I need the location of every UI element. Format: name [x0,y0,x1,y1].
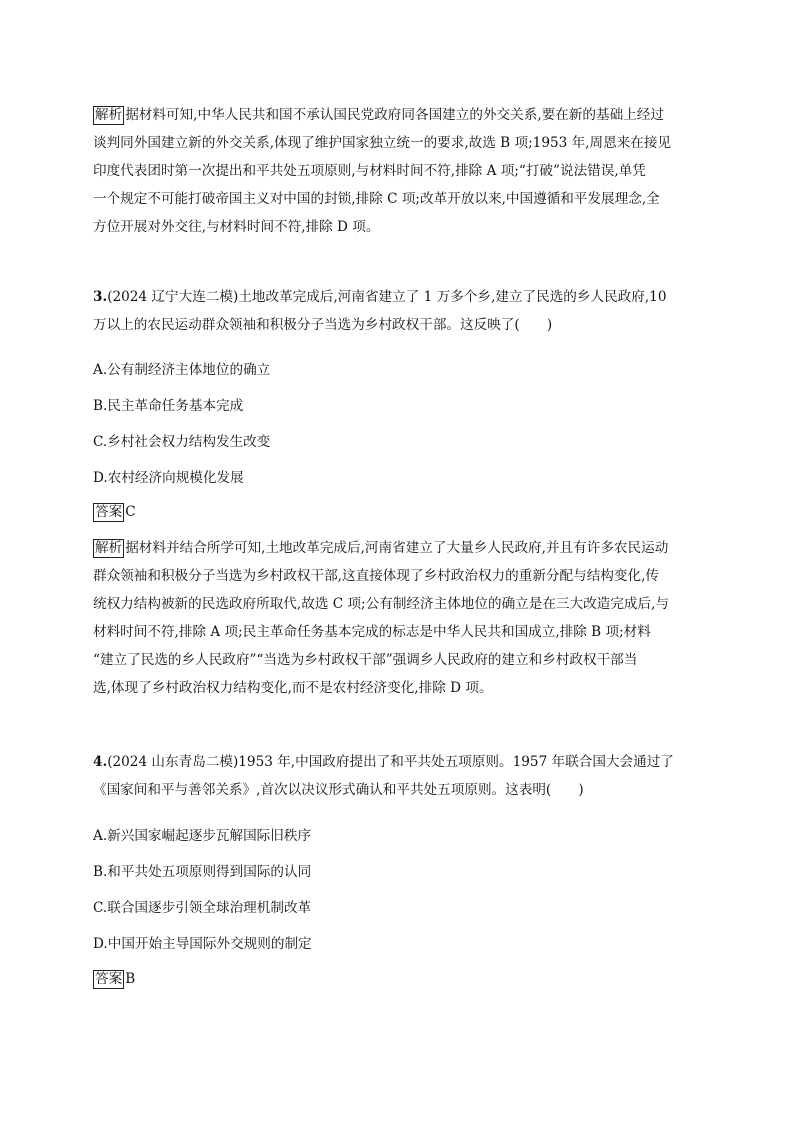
analysis-line: 统权力结构被新的民选政府所取代,故选 C 项;公有制经济主体地位的确立是在三大改造完成后,与 [93,596,670,612]
option-c: C.联合国逐步引领全球治理机制改革 [93,900,312,916]
question-4-stem: 4.(2024 山东青岛二模)1953 年,中国政府提出了和平共处五项原则。1957 年联合国大会通过了 《国家间和平与善邻关系》,首次以决议形式确认和平共处五项原则。这表明( ) [93,754,674,798]
analysis-line: 谈判同外国建立新的外交关系,体现了维护国家独立统一的要求,故选 B 项;1953 年,周恩来在接见 [93,135,672,151]
analysis-line: 印度代表团时第一次提出和平共处五项原则,与材料时间不符,排除 A 项;“打破”说法错误,单凭 [93,163,646,179]
question-3-answer [93,498,703,526]
option-d: D.中国开始主导国际外交规则的制定 [93,936,312,952]
analysis-tag: 解析 [95,107,123,123]
question-number: 4. [93,754,108,770]
answer-value: C [125,504,136,520]
option-a: A.新兴国家崛起逐步瓦解国际旧秩序 [93,828,312,844]
analysis-tag: 解析 [95,540,123,556]
analysis-line: 解析 据材料并结合所学可知,土地改革完成后,河南省建立了大量乡人民政府,并且有许多农民运动 [95,540,669,556]
answer-tag: 答案 [95,504,123,520]
option-b: B.民主革命任务基本完成 [93,398,244,414]
question-3-stem: 3.(2024 辽宁大连二模)土地改革完成后,河南省建立了 1 万多个乡,建立了民选的乡人民政府,10 万以上的农民运动群众领袖和积极分子当选为乡村政权干部。这反映了( ) [93,289,667,333]
analysis-line: 解析 据材料可知,中华人民共和国不承认国民党政府同各国建立的外交关系,要在新的基础上经过 [95,107,664,123]
analysis-line: 群众领袖和积极分子当选为乡村政权干部,这直接体现了乡村政治权力的重新分配与结构变化,传 [93,568,659,584]
analysis-line: “建立了民选的乡人民政府”“当选为乡村政权干部”强调乡人民政府的建立和乡村政权干部当 [93,652,638,668]
option-c: C.乡村社会权力结构发生改变 [93,434,271,450]
question-number: 3. [93,289,108,305]
answer-tag: 答案 [95,971,123,987]
question-4-answer [93,965,703,993]
analysis-line: 材料时间不符,排除 A 项;民主革命任务基本完成的标志是中华人民共和国成立,排除 B 项;材料 [93,624,651,640]
analysis-line: 选,体现了乡村政治权力结构变化,而不是农村经济变化,排除 D 项。 [93,680,493,696]
prev-analysis [93,101,703,241]
question-3-analysis [93,534,703,702]
question-3-options [93,352,703,496]
analysis-line: 一个规定不可能打破帝国主义对中国的封锁,排除 C 项;改革开放以来,中国遵循和平发展理念,全 [93,191,660,207]
answer-value: B [125,971,136,987]
question-4-options [93,818,703,962]
option-d: D.农村经济向规模化发展 [93,470,244,486]
option-a: A.公有制经济主体地位的确立 [93,362,271,378]
option-b: B.和平共处五项原则得到国际的认同 [93,864,312,880]
analysis-line: 方位开展对外交往,与材料时间不符,排除 D 项。 [93,219,380,235]
